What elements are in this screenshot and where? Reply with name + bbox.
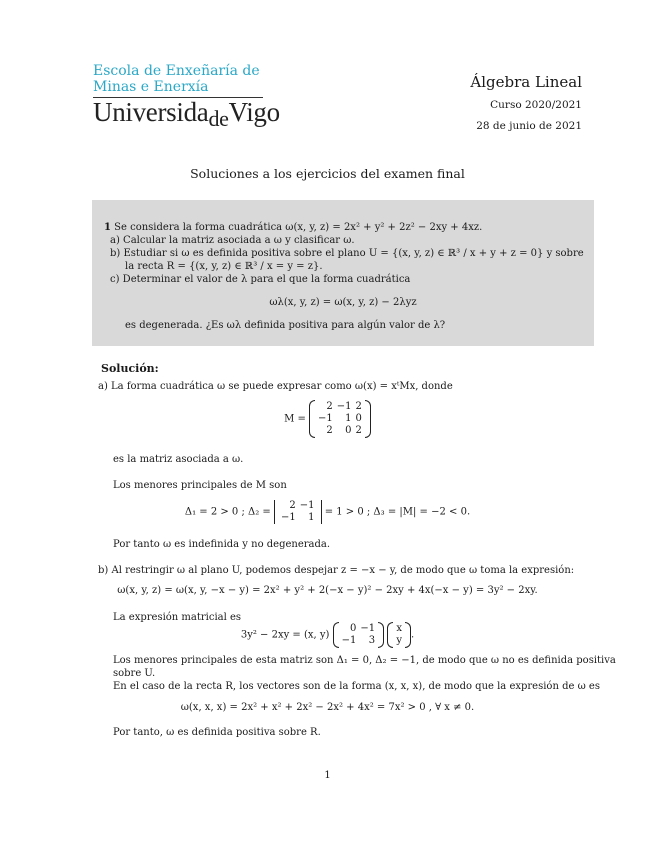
matrix-m-cell: 2 [326, 425, 333, 436]
subject-name: Álgebra Lineal [470, 73, 582, 91]
university-text: Universida [93, 97, 209, 127]
delta2-cell: −1 [299, 500, 315, 511]
delta2-row [279, 500, 317, 512]
delta2-cell: −1 [281, 512, 296, 523]
matrix-m-row [316, 401, 364, 413]
matrix-m [309, 401, 371, 437]
matrix-b-row [340, 623, 378, 635]
page-number: 1 [324, 770, 331, 781]
delta2-cell: 1 [308, 512, 315, 523]
matrix-m-cell: 0 [355, 413, 362, 424]
vector-xy-row [394, 623, 404, 635]
matrix-b-cell: 0 [350, 623, 357, 634]
solution-a-line4: Por tanto ω es indefinida y no degenerada. [113, 539, 331, 550]
exam-date: 28 de junio de 2021 [476, 120, 582, 132]
matrix-m-cell: 1 [345, 413, 352, 424]
delta-rest: = 1 > 0 ; Δ₃ = |M| = −2 < 0. [324, 506, 471, 518]
solution-b-line5: En el caso de la recta R, los vectores son de la forma (x, x, x), de modo que la expresión de ω es [113, 681, 600, 692]
matrix-m-cell: −1 [336, 401, 352, 412]
line-equation: ω(x, x, x) = 2x² + x² + 2x² − 2x² + 4x² = 7x² > 0 , ∀ x ≠ 0. [180, 702, 475, 713]
vector-xy-row [394, 635, 404, 647]
matrix-m-cell: −1 [318, 413, 333, 424]
school-name-line2: Minas e Enerxía [93, 79, 209, 95]
matrix-expression [0, 623, 655, 647]
university-name [93, 97, 293, 131]
solution-heading: Solución: [101, 362, 159, 375]
vector-xy [387, 623, 411, 647]
delta2-row [279, 512, 317, 524]
university-logo [93, 63, 293, 131]
matrix-m-cell: 0 [345, 425, 352, 436]
problem-number: 1 [104, 222, 111, 233]
matrix-b-cell: −1 [341, 635, 357, 646]
matrix-b-cell: 3 [368, 635, 376, 646]
matrix-m-cell: 2 [355, 425, 362, 436]
problem-statement-box [92, 200, 594, 346]
solution-b-line4: sobre U. [113, 668, 156, 679]
problem-intro [104, 221, 482, 234]
solution-a-line3: Los menores principales de M son [113, 480, 287, 491]
matrix-m-row [316, 425, 364, 437]
school-name-line1: Escola de Enxeñaría de [93, 63, 260, 79]
matrix-m-cell: 2 [355, 401, 362, 412]
problem-intro-text: Se considera la forma cuadrática ω(x, y, z) = 2x² + y² + 2z² − 2xy + 4xz. [114, 222, 483, 233]
problem-part-b-line1: b) Estudiar si ω es definida positiva sobre el plano U = {(x, y, z) ∈ ℝ³ / x + y + z = 0} y sobre [110, 248, 584, 259]
vector-xy-cell: y [396, 635, 402, 646]
matrix-expression-end: . [410, 629, 415, 641]
delta2-cell: 2 [289, 500, 296, 511]
matrix-expression-left: 3y² − 2xy = (x, y) [240, 629, 330, 641]
matrix-b [333, 623, 385, 647]
solution-b-line2: La expresión matricial es [113, 612, 242, 623]
university-de: de [208, 106, 229, 131]
vector-xy-cell: x [396, 623, 402, 634]
solution-b-line1: b) Al restringir ω al plano U, podemos despejar z = −x − y, de modo que ω toma la expresión: [98, 565, 575, 576]
solution-b-line6: Por tanto, ω es definida positiva sobre R. [113, 727, 321, 738]
problem-part-a: a) Calcular la matriz asociada a ω y clasificar ω. [110, 235, 355, 246]
page-title: Soluciones a los ejercicios del examen final [190, 166, 465, 181]
problem-part-c: c) Determinar el valor de λ para el que la forma cuadrática [110, 274, 411, 285]
solution-b-line3: Los menores principales de esta matriz son Δ₁ = 0, Δ₂ = −1, de modo que ω no es definida positiva [113, 655, 616, 666]
university-vigo: Vigo [228, 97, 280, 127]
matrix-m-label: M = [284, 413, 306, 425]
restriction-equation: ω(x, y, z) = ω(x, y, −x − y) = 2x² + y² + 2(−x − y)² − 2xy + 4x(−x − y) = 3y² − 2xy. [117, 585, 538, 596]
matrix-m-equation [0, 401, 655, 437]
problem-part-b-line2: la recta R = {(x, y, z) ∈ ℝ³ / x = y = z}. [125, 261, 323, 272]
problem-part-c-line2: es degenerada. ¿Es ωλ definida positiva para algún valor de λ? [125, 320, 446, 331]
matrix-b-row [340, 635, 378, 647]
principal-minors [0, 500, 655, 524]
course-year: Curso 2020/2021 [490, 99, 582, 111]
problem-formula: ωλ(x, y, z) = ω(x, y, z) − 2λyz [269, 297, 417, 308]
solution-a-line1: a) La forma cuadrática ω se puede expresar como ω(x) = xᵗMx, donde [98, 381, 453, 392]
matrix-m-row [316, 413, 364, 425]
delta-1: Δ₁ = 2 > 0 ; Δ₂ = [184, 506, 271, 518]
delta-2-determinant [274, 500, 322, 524]
course-info [470, 73, 582, 133]
matrix-b-cell: −1 [360, 623, 376, 634]
solution-a-line2: es la matriz asociada a ω. [113, 454, 244, 465]
matrix-m-cell: 2 [326, 401, 333, 412]
